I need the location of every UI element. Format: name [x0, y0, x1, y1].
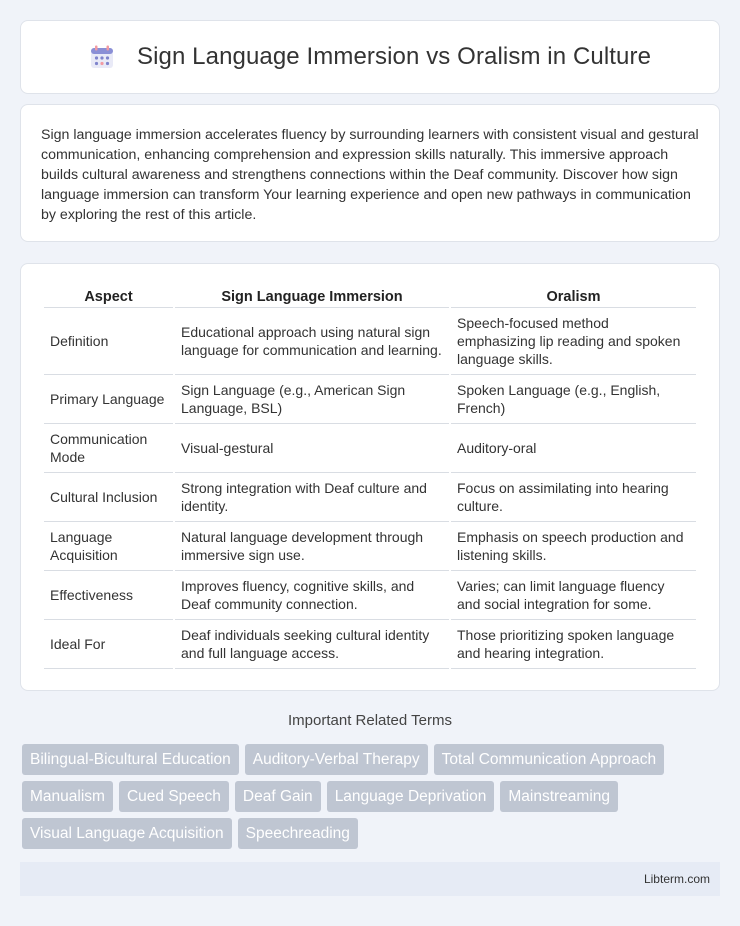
tag-bilingual-bicultural-education[interactable]: Bilingual-Bicultural Education [22, 744, 239, 775]
intro-card [20, 104, 720, 242]
header-card [20, 20, 720, 94]
cell-aspect: Communication Mode [44, 424, 173, 473]
comparison-table [42, 284, 698, 669]
intro-paragraph: Sign language immersion accelerates fluency by surrounding learners with consistent visual and gestural communication, enhancing comprehension and expression skills naturally. This immersive approach builds cultural awareness and strengthens connections within the Deaf community. Discover how sign language immersion can transform Your learning experience and open new pathways in communication by exploring the rest of this article. [41, 127, 699, 223]
table-row [44, 473, 696, 522]
tag-total-communication-approach[interactable]: Total Communication Approach [434, 744, 665, 775]
cell-sign: Natural language development through immersive sign use. [175, 522, 449, 571]
table-row [44, 620, 696, 669]
table-row [44, 522, 696, 571]
tag-row [22, 818, 722, 849]
tag-cued-speech[interactable]: Cued Speech [119, 781, 229, 812]
cell-aspect: Language Acquisition [44, 522, 173, 571]
cell-oral: Focus on assimilating into hearing culture. [451, 473, 696, 522]
cell-sign: Sign Language (e.g., American Sign Language, BSL) [175, 375, 449, 424]
cell-oral: Varies; can limit language fluency and social integration for some. [451, 571, 696, 620]
cell-oral: Emphasis on speech production and listening skills. [451, 522, 696, 571]
cell-sign: Visual-gestural [175, 424, 449, 473]
footer-site-link[interactable]: Libterm.com [643, 872, 710, 886]
header-oralism: Oralism [451, 284, 696, 308]
page-title: Sign Language Immersion vs Oralism in Culture [136, 43, 652, 70]
cell-aspect: Definition [44, 308, 173, 375]
cell-aspect: Ideal For [44, 620, 173, 669]
table-row [44, 375, 696, 424]
calendar-grid-icon [89, 44, 115, 70]
header-aspect: Aspect [44, 284, 173, 308]
tag-visual-language-acquisition[interactable]: Visual Language Acquisition [22, 818, 232, 849]
cell-sign: Strong integration with Deaf culture and identity. [175, 473, 449, 522]
header-sign-language-immersion: Sign Language Immersion [175, 284, 449, 308]
cell-sign: Deaf individuals seeking cultural identity and full language access. [175, 620, 449, 669]
cell-oral: Spoken Language (e.g., English, French) [451, 375, 696, 424]
cell-oral: Speech-focused method emphasizing lip reading and spoken language skills. [451, 308, 696, 375]
tag-manualism[interactable]: Manualism [22, 781, 113, 812]
cell-aspect: Cultural Inclusion [44, 473, 173, 522]
footer [20, 862, 720, 896]
comparison-table-card [20, 263, 720, 691]
tag-speechreading[interactable]: Speechreading [238, 818, 358, 849]
related-terms-title: Important Related Terms [288, 712, 452, 729]
table-header-row [44, 284, 696, 308]
cell-oral: Those prioritizing spoken language and hearing integration. [451, 620, 696, 669]
table-row [44, 571, 696, 620]
table-row [44, 308, 696, 375]
cell-aspect: Primary Language [44, 375, 173, 424]
tag-auditory-verbal-therapy[interactable]: Auditory-Verbal Therapy [245, 744, 428, 775]
cell-sign: Educational approach using natural sign language for communication and learning. [175, 308, 449, 375]
cell-sign: Improves fluency, cognitive skills, and Deaf community connection. [175, 571, 449, 620]
tag-mainstreaming[interactable]: Mainstreaming [500, 781, 618, 812]
cell-oral: Auditory-oral [451, 424, 696, 473]
tag-deaf-gain[interactable]: Deaf Gain [235, 781, 321, 812]
table-row [44, 424, 696, 473]
tag-language-deprivation[interactable]: Language Deprivation [327, 781, 495, 812]
related-terms-tags [22, 744, 722, 855]
tag-row [22, 744, 722, 775]
tag-row [22, 781, 722, 812]
cell-aspect: Effectiveness [44, 571, 173, 620]
